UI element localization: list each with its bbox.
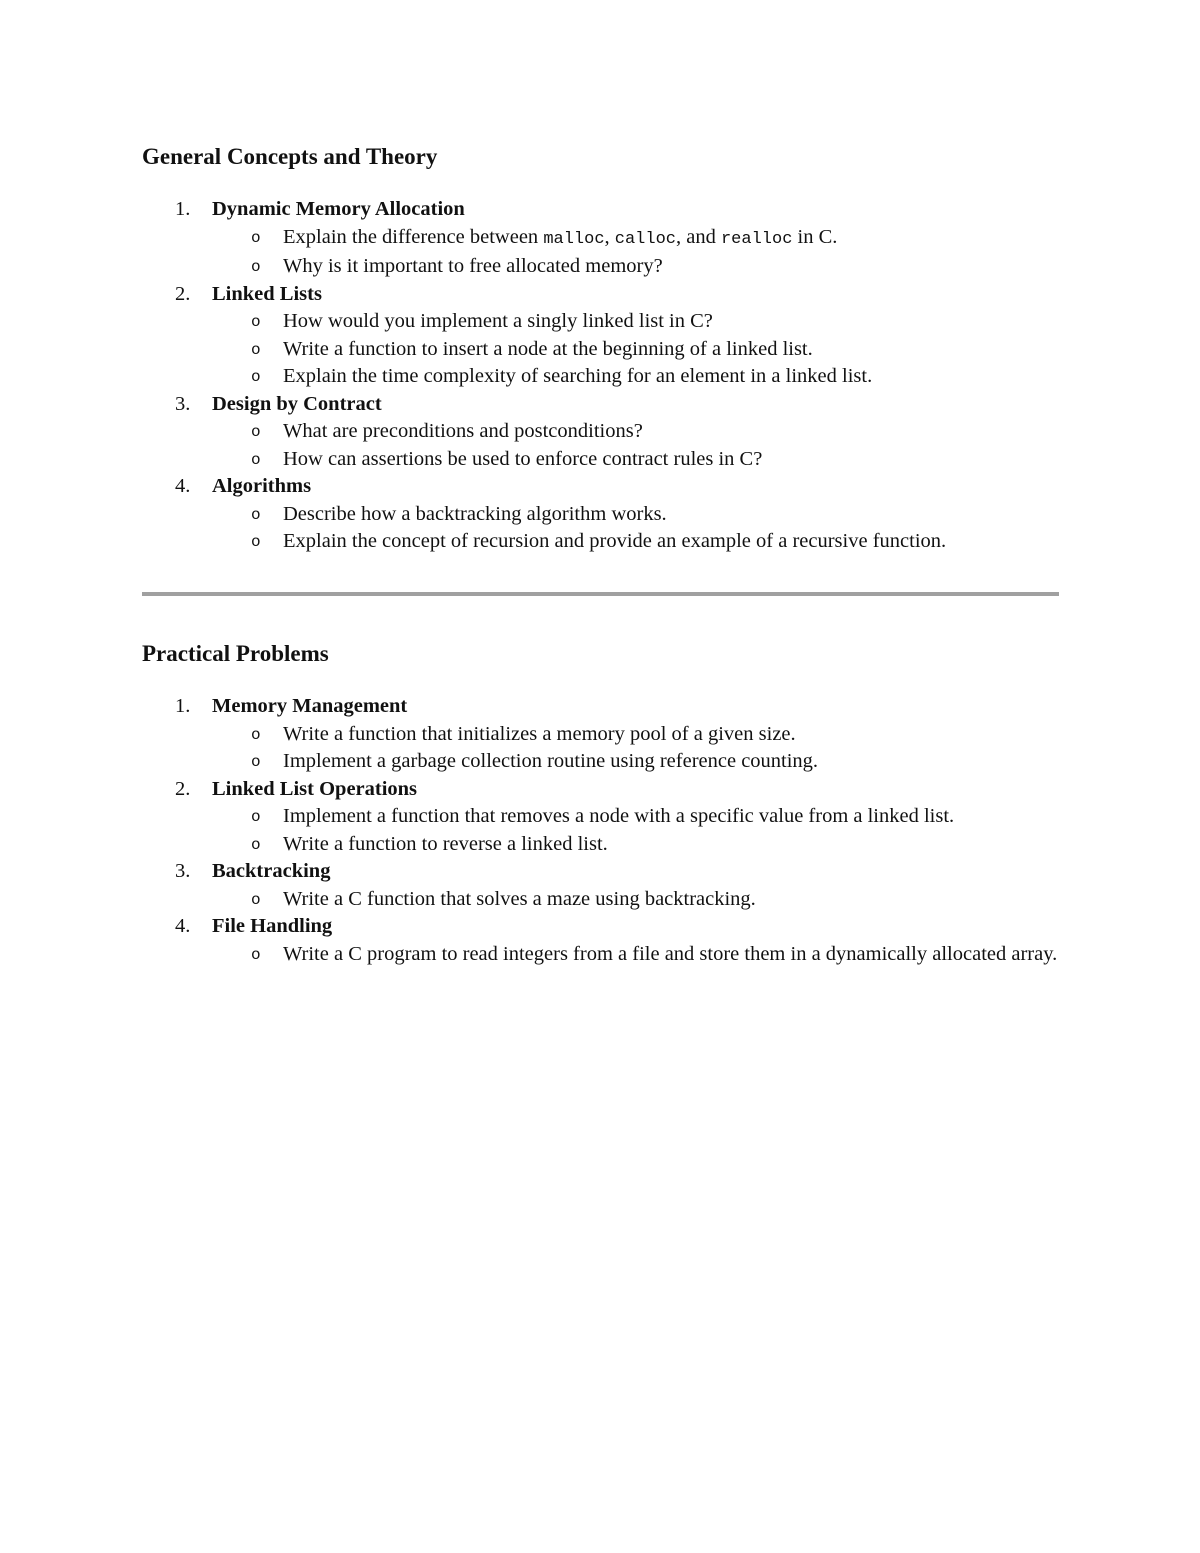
sub-item-text: Write a C function that solves a maze using backtracking. (283, 887, 756, 910)
bullet-icon: o (251, 340, 261, 359)
sub-item-text: Explain the concept of recursion and provide an example of a recursive function. (283, 530, 947, 552)
bullet-icon: o (251, 505, 261, 524)
item-number: 4. (175, 915, 191, 937)
item-number: 3. (175, 392, 191, 415)
bullet-icon: o (251, 808, 261, 826)
sub-item (212, 308, 1060, 336)
sub-item (212, 446, 1060, 474)
sub-list (212, 886, 1060, 914)
sub-item (212, 224, 1060, 254)
list-item (142, 858, 1060, 913)
list-item (142, 473, 1060, 556)
sub-item-text: Write a function that initializes a memory pool of a given size. (283, 722, 796, 745)
bullet-icon: o (251, 533, 261, 551)
sub-item-text: Explain the time complexity of searching for an element in a linked list. (283, 365, 873, 387)
sub-list (212, 418, 1060, 473)
sub-list (212, 308, 1060, 391)
list-item (142, 281, 1060, 391)
sub-item-text: , (604, 225, 615, 248)
sub-item-text: Describe how a backtracking algorithm works. (283, 502, 667, 525)
sub-item (212, 363, 1060, 391)
section-heading: Practical Problems (142, 641, 329, 666)
bullet-icon: o (251, 258, 261, 276)
sub-item-text: Write a function to reverse a linked list. (283, 832, 608, 855)
section-practical-problems (142, 637, 1060, 968)
sub-item-text: What are preconditions and postconditions? (283, 420, 643, 442)
sub-item (212, 886, 1060, 914)
bullet-icon: o (251, 313, 261, 331)
sub-item (212, 748, 1060, 776)
item-number: 1. (175, 695, 191, 717)
sub-item (212, 831, 1060, 859)
bullet-icon: o (251, 228, 261, 247)
question-list (142, 196, 1060, 556)
section-general-concepts (142, 140, 1060, 556)
item-number: 4. (175, 475, 191, 497)
sub-item-text: Write a function to insert a node at the beginning of a linked list. (283, 337, 813, 360)
bullet-icon: o (251, 945, 261, 964)
bullet-icon: o (251, 890, 261, 909)
sub-list (212, 941, 1060, 969)
bullet-icon: o (251, 753, 261, 771)
item-number: 2. (175, 282, 191, 305)
sub-item (212, 336, 1060, 364)
sub-item-text: in C. (792, 225, 838, 248)
item-number: 3. (175, 860, 191, 882)
item-title: Algorithms (212, 475, 312, 497)
sub-item (212, 721, 1060, 749)
sub-item-text: Explain the difference between (283, 225, 544, 248)
bullet-icon: o (251, 450, 261, 469)
code-realloc: realloc (720, 229, 793, 249)
list-item (142, 693, 1060, 776)
sub-item-text: How would you implement a singly linked list in C? (283, 310, 713, 332)
list-item (142, 391, 1060, 474)
item-title: Linked List Operations (212, 777, 418, 800)
problem-list (142, 693, 1060, 968)
sub-item (212, 253, 1060, 281)
item-title: Backtracking (212, 860, 331, 882)
item-title: Dynamic Memory Allocation (212, 198, 465, 220)
sub-item (212, 528, 1060, 556)
horizontal-rule (142, 592, 1059, 596)
item-title: Design by Contract (212, 392, 382, 415)
sub-item-text: Write a C program to read integers from a file and store them in a dynamically allocated array. (283, 942, 1058, 965)
sub-item-text: Implement a function that removes a node with a specific value from a linked list. (283, 805, 955, 827)
sub-list (212, 721, 1060, 776)
sub-list (212, 224, 1060, 281)
sub-item (212, 803, 1060, 831)
bullet-icon: o (251, 835, 261, 854)
bullet-icon: o (251, 368, 261, 386)
code-calloc: calloc (614, 229, 676, 249)
list-item (142, 776, 1060, 859)
item-number: 1. (175, 198, 191, 220)
item-title: Linked Lists (212, 282, 322, 305)
sub-item-text: , and (676, 225, 721, 248)
sub-item (212, 941, 1060, 969)
item-title: File Handling (212, 915, 333, 937)
section-heading: General Concepts and Theory (142, 144, 438, 169)
item-number: 2. (175, 777, 191, 800)
list-item (142, 196, 1060, 281)
sub-item-text: Implement a garbage collection routine using reference counting. (283, 750, 819, 772)
bullet-icon: o (251, 725, 261, 744)
code-malloc: malloc (543, 229, 605, 249)
bullet-icon: o (251, 423, 261, 441)
sub-item (212, 501, 1060, 529)
sub-list (212, 803, 1060, 858)
item-title: Memory Management (212, 695, 408, 717)
sub-item-text: How can assertions be used to enforce contract rules in C? (283, 447, 763, 470)
list-item (142, 913, 1060, 968)
sub-item-text: Why is it important to free allocated memory? (283, 255, 663, 277)
sub-list (212, 501, 1060, 556)
sub-item (212, 418, 1060, 446)
